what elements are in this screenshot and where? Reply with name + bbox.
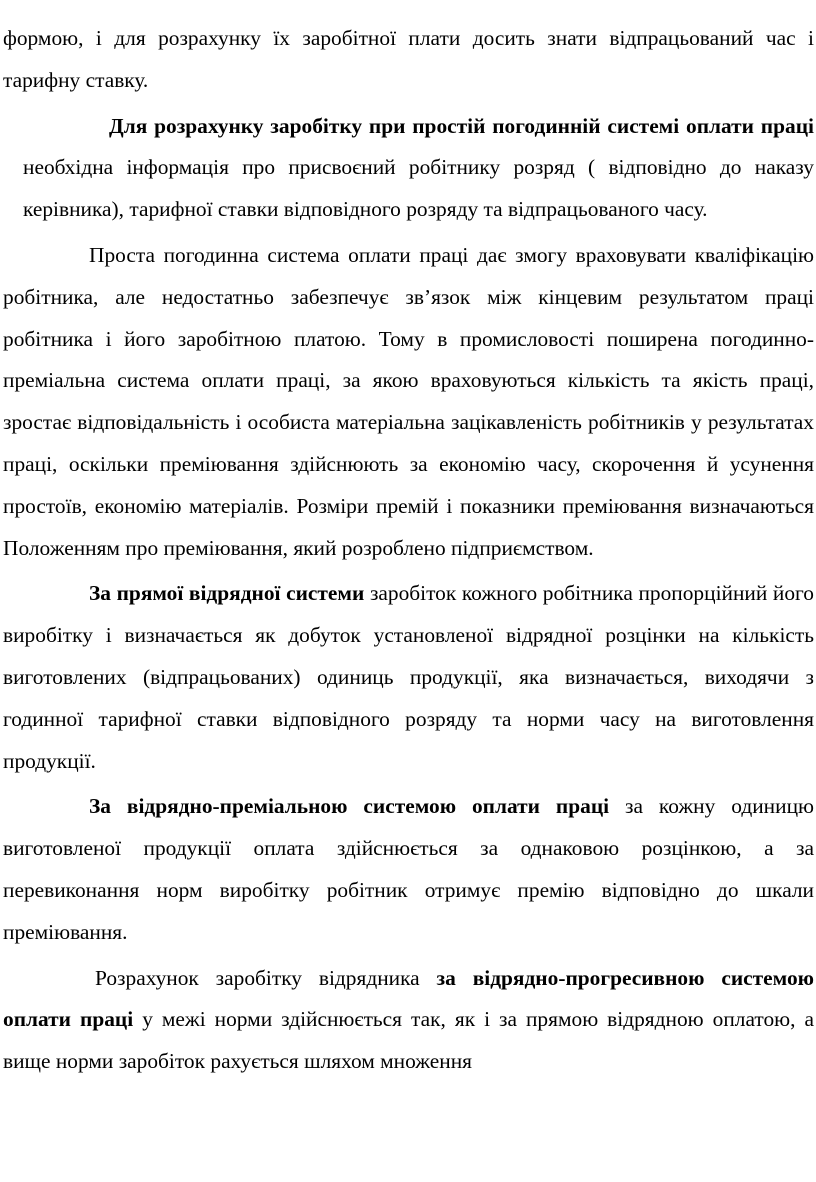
paragraph-heading: Для розрахунку заробітку при простій погодинній системі оплати праці bbox=[109, 113, 814, 138]
paragraph-text: за кожну одиницю виготовленої продукції оплата здійснюється за однаковою розцінкою, а за перевиконання норм виробітку робітник отримує премію відповідно до шкали преміювання. bbox=[3, 794, 814, 944]
paragraph-heading: За прямої відрядної системи bbox=[89, 581, 365, 606]
paragraph-hourly-bonus bbox=[3, 235, 814, 569]
paragraph-piecework-progressive bbox=[3, 958, 814, 1083]
paragraph-text: заробіток кожного робітника пропорційний його виробітку і визначається як добуток установленої відрядної розцінки на кількість виготовлених (відпрацьованих) одиниць продукції, яка визначається, виходячи з годинної тарифної ставки відповідного розряду та норми часу на виготовлення продукції. bbox=[3, 581, 814, 773]
paragraph-heading: за відрядно-прогресивною системою оплати праці bbox=[3, 965, 814, 1032]
paragraph-direct-piecework bbox=[3, 573, 814, 782]
paragraph-heading: За відрядно-преміальною системою оплати праці bbox=[89, 794, 610, 819]
paragraph-text: формою, і для розрахунку їх заробітної плати досить знати відпрацьований час і тарифну ставку. bbox=[3, 26, 814, 92]
paragraph-text-before: Розрахунок заробітку відрядника bbox=[95, 965, 437, 990]
paragraph-text: у межі норми здійснюється так, як і за прямою відрядною оплатою, а вище норми заробіток рахується шляхом множення bbox=[3, 1007, 814, 1074]
paragraph-text: необхідна інформація про присвоєний робітнику розряд ( відповідно до наказу керівника), тарифної ставки відповідного розряду та відпрацьованого часу. bbox=[23, 155, 814, 222]
paragraph-simple-hourly bbox=[3, 106, 814, 231]
paragraph-text: Проста погодинна система оплати праці дає змогу враховувати кваліфікацію робітника, але недостатньо забезпечує зв’язок між кінцевим результатом праці робітника і його заробітною платою. Тому в промисловості поширена погодинно-преміальна система оплати праці, за якою враховуються кількість та якість праці, зростає відповідальність і особиста матеріальна зацікавленість робітників у результатах праці, оскільки преміювання здійснюють за економію часу, скорочення й усунення простоїв, економію матеріалів. Розміри премій і показники преміювання визначаються Положенням про преміювання, який розроблено підприємством. bbox=[3, 242, 814, 560]
paragraph-continuation bbox=[3, 18, 814, 102]
paragraph-piecework-bonus bbox=[3, 786, 814, 953]
